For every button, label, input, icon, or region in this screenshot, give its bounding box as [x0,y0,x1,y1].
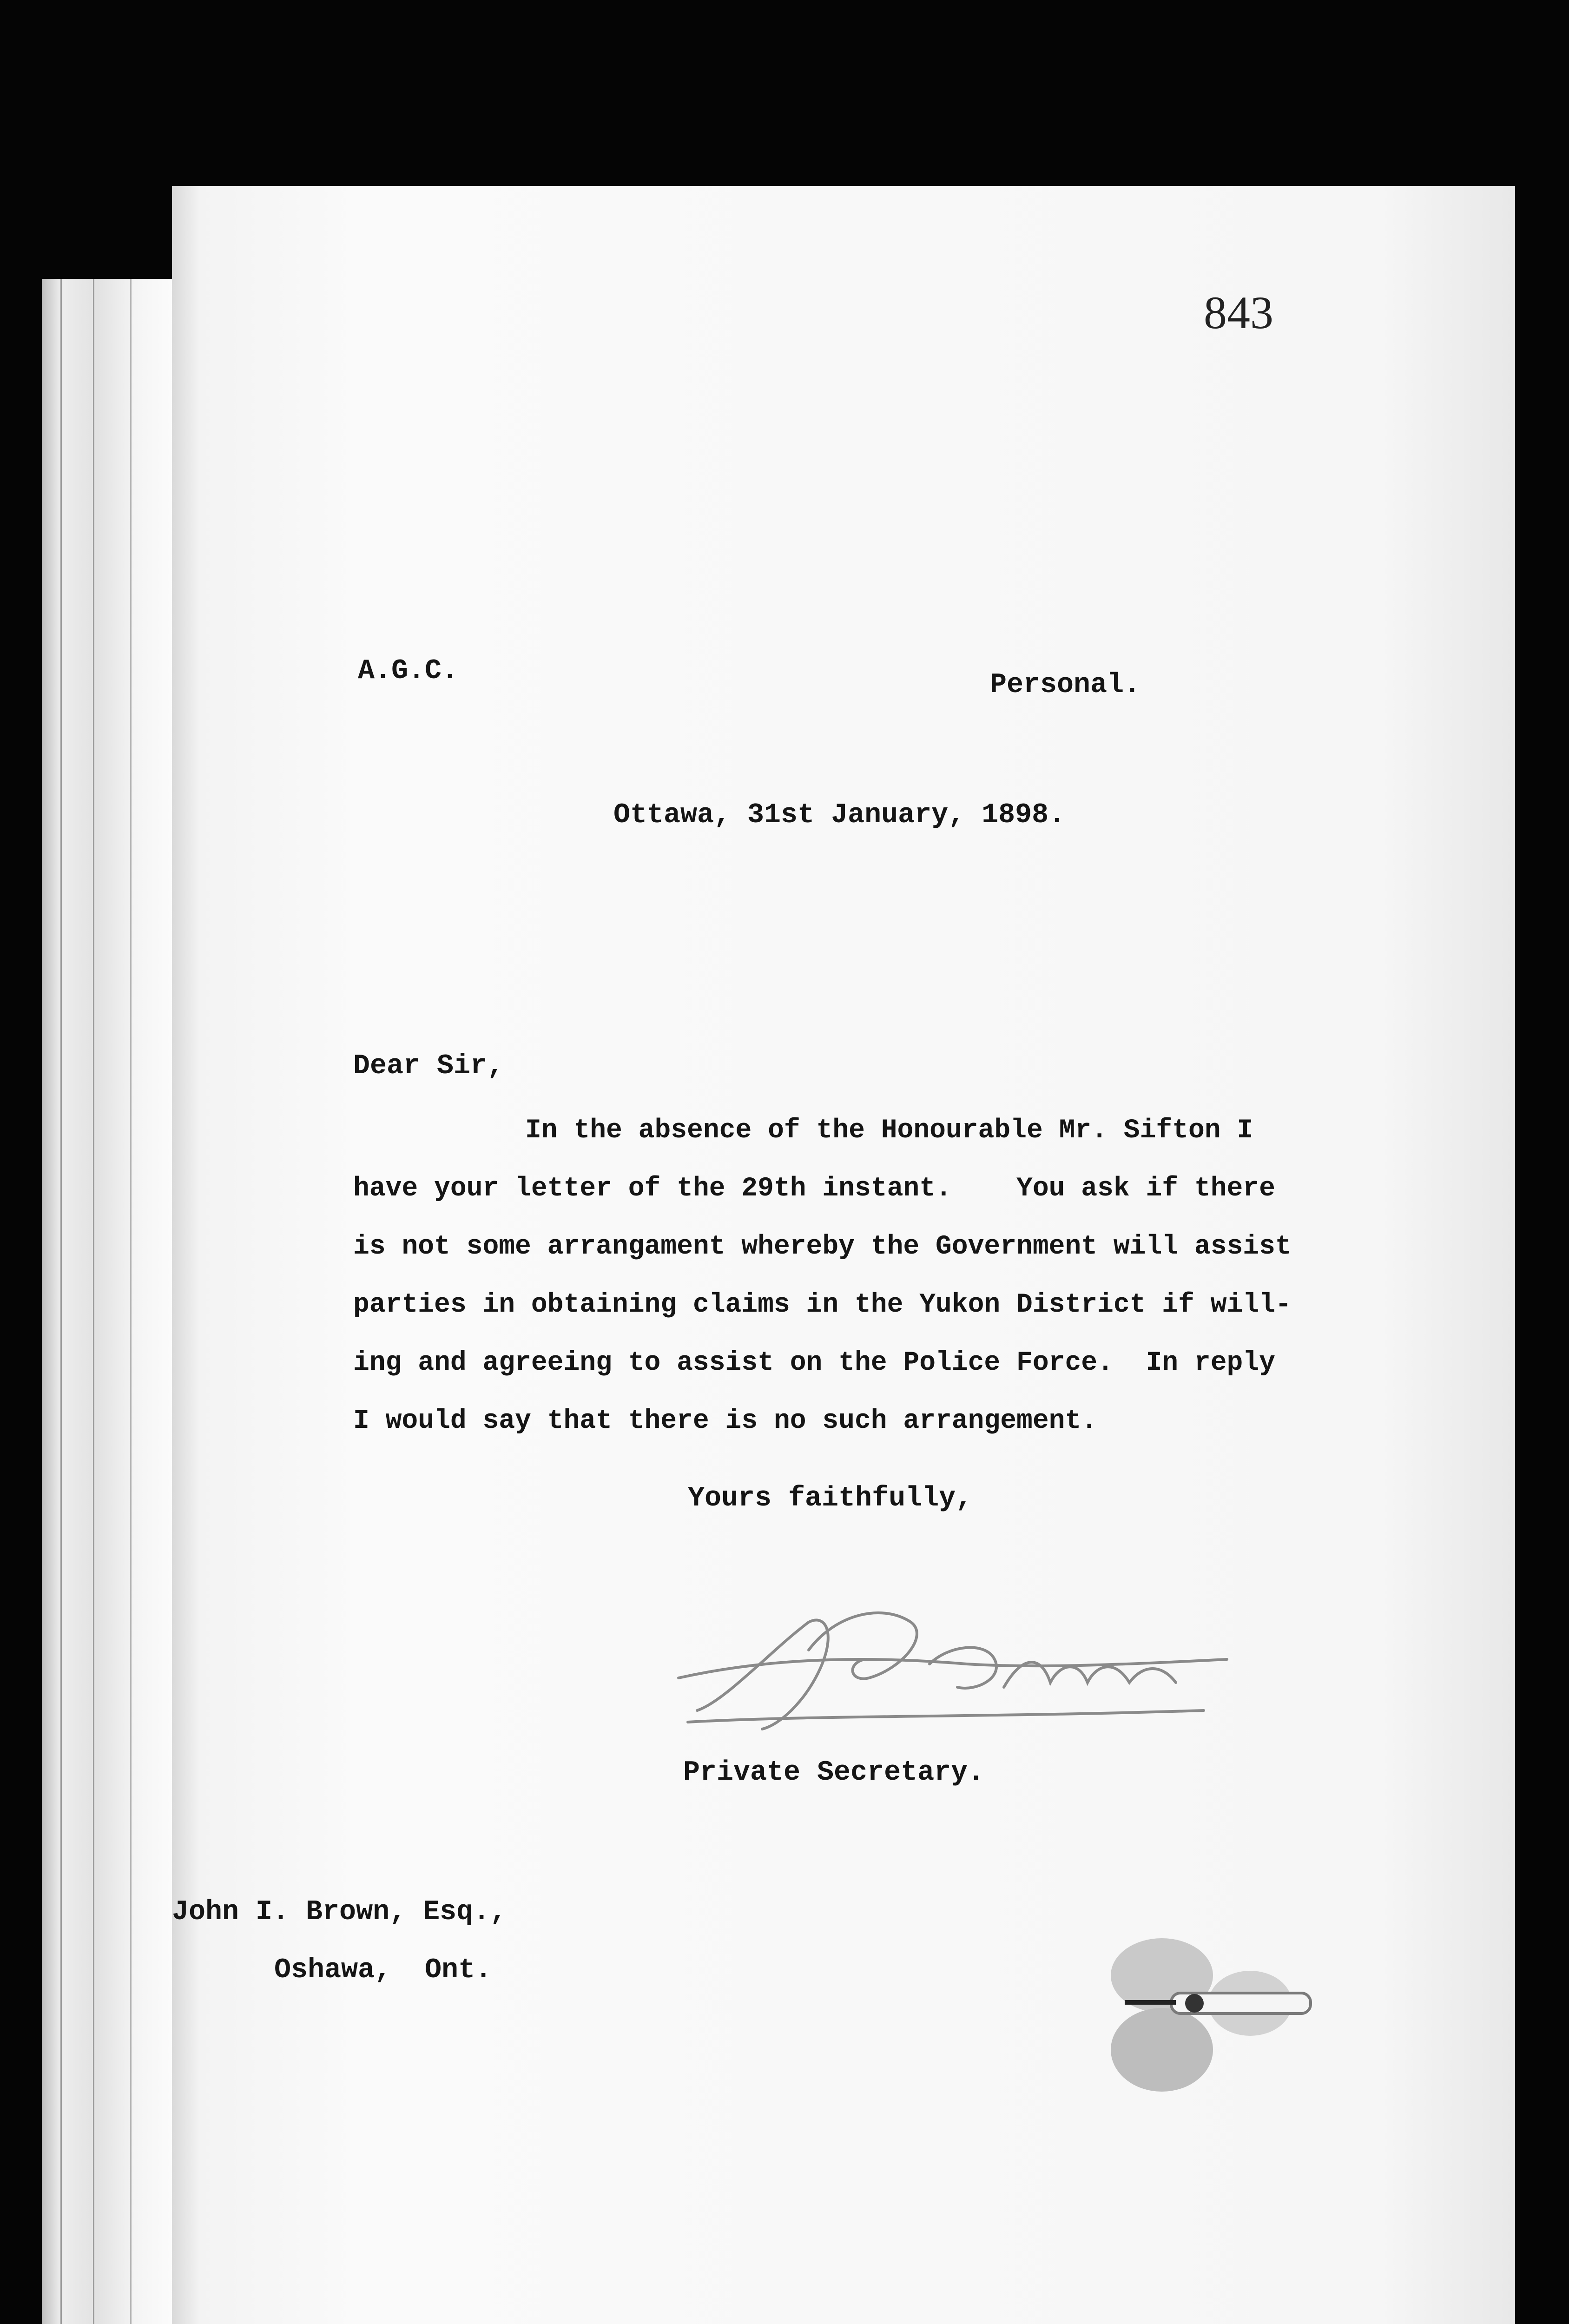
page-stack-edge [42,279,191,2324]
header-left: A.G.C. [358,655,459,687]
page-number: 843 [1204,287,1273,338]
body-line: parties in obtaining claims in the Yukon District if will- [353,1290,1292,1320]
body-line: I would say that there is no such arrangement. [353,1406,1098,1436]
body-line: ing and agreeing to assist on the Police Force. In reply [353,1348,1275,1378]
recipient-location: Oshawa, Ont. [274,1954,492,1986]
signature-title: Private Secretary. [683,1757,985,1789]
closing: Yours faithfully, [688,1483,973,1514]
pin-mark [1106,1924,1357,2101]
salutation: Dear Sir, [353,1050,504,1082]
dateline: Ottawa, 31st January, 1898. [613,799,1066,831]
handwritten-signature [669,1594,1241,1748]
header-right: Personal. [990,669,1141,701]
body-line: In the absence of the Honourable Mr. Sifton I [525,1116,1253,1146]
recipient-name: John I. Brown, Esq., [172,1896,507,1928]
body-line: is not some arrangament whereby the Government will assist [353,1232,1292,1262]
body-line: have your letter of the 29th instant. You ask if there [353,1174,1275,1204]
